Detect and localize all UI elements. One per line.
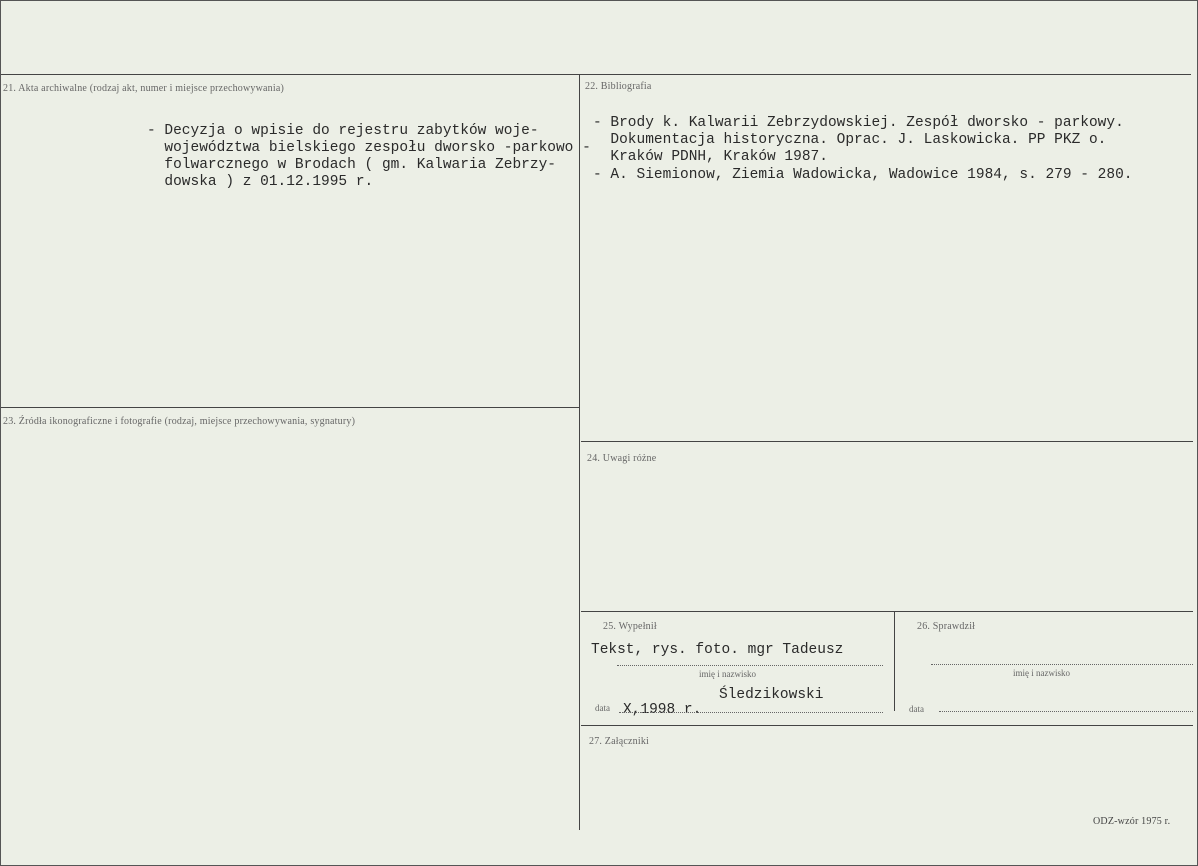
section-26-label: 26. Sprawdził [917,621,976,632]
left-middle-rule [1,407,579,408]
section-23-label: 23. Źródła ikonograficzne i fotografie (rodzaj, miejsce przechowywania, sygnatury) [3,416,356,427]
section-21-line-2: województwa bielskiego zespołu dworsko -parkowo - [147,140,591,156]
section-22-line-4: - A. Siemionow, Ziemia Wadowicka, Wadowice 1984, s. 279 - 280. [593,167,1133,183]
filled-by-name-caption: imię i nazwisko [699,669,756,679]
right-rule-24 [581,441,1193,442]
right-rule-25 [581,611,1193,612]
filled-by-date-value: X,1998 r. [623,702,702,718]
right-rule-27 [581,725,1193,726]
section-25-label: 25. Wypełnił [603,621,657,632]
checked-by-name-caption: imię i nazwisko [1013,668,1070,678]
filled-by-name-line-1: Tekst, rys. foto. mgr Tadeusz [591,642,844,658]
section-27-label: 27. Załączniki [589,736,649,747]
section-21-label: 21. Akta archiwalne (rodzaj akt, numer i miejsce przechowywania) [3,83,285,94]
section-24-label: 24. Uwagi różne [587,453,657,464]
section-22-line-2: Dokumentacja historyczna. Oprac. J. Laskowicka. PP PKZ o. [593,132,1107,148]
section-21-line-3: folwarcznego w Brodach ( gm. Kalwaria Zebrzy- [147,157,556,173]
filled-by-date-underline [619,712,883,713]
form-footer: ODZ-wzór 1975 r. [1093,816,1171,827]
checked-by-date-label: data [909,704,924,714]
filled-by-name-line-2: Śledzikowski [719,687,824,703]
divider-25-26 [894,611,895,711]
filled-by-name-underline [617,665,883,666]
checked-by-name-underline [931,664,1193,665]
section-21-line-4: dowska ) z 01.12.1995 r. [147,174,374,190]
checked-by-date-underline [939,711,1193,712]
center-divider [579,74,580,830]
section-22-line-1: - Brody k. Kalwarii Zebrzydowskiej. Zespół dworsko - parkowy. [593,115,1124,131]
section-22-label: 22. Bibliografia [585,81,652,92]
section-21-line-1: - Decyzja o wpisie do rejestru zabytków woje- [147,123,539,139]
top-rule [1,74,1191,75]
filled-by-date-label: data [595,703,610,713]
section-22-line-3: Kraków PDNH, Kraków 1987. [593,149,828,165]
